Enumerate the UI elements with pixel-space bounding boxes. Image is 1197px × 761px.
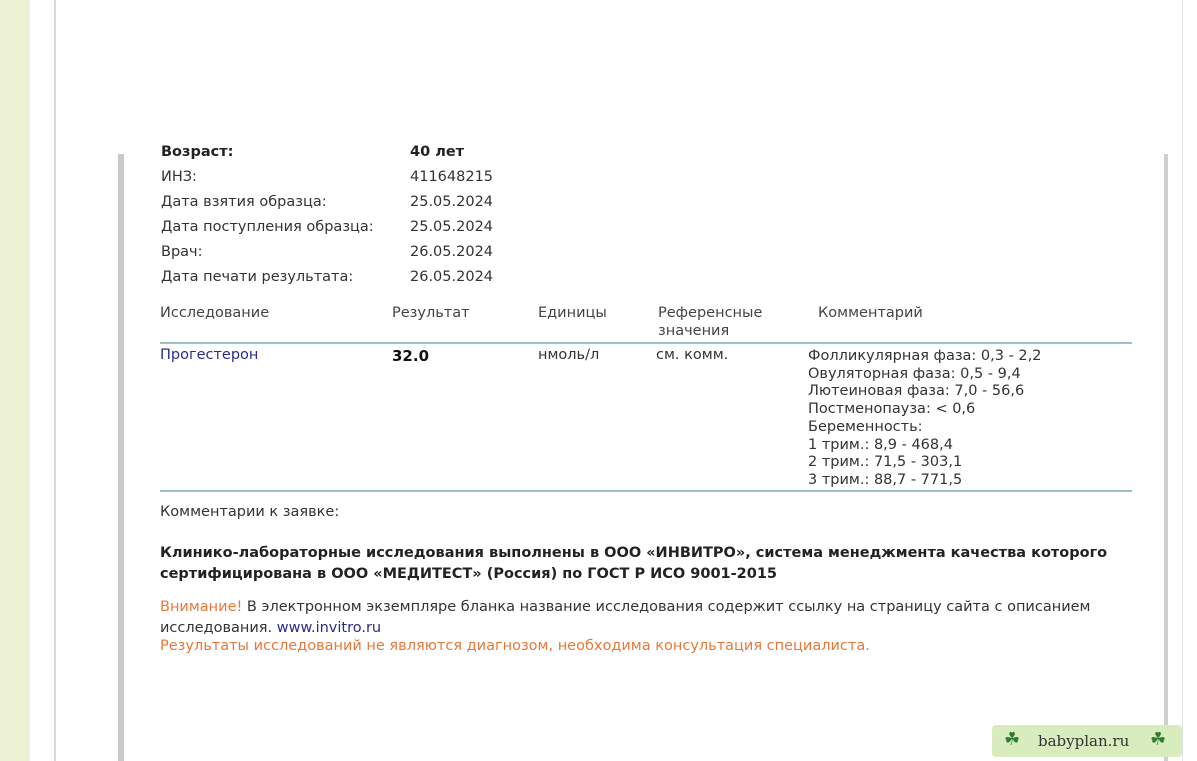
clover-icon: ☘ <box>1150 729 1167 750</box>
certification-line: сертифицирована в ООО «МЕДИТЕСТ» (Россия) по ГОСТ Р ИСО 9001-2015 <box>160 566 778 582</box>
watermark-site: babyplan.ru <box>1038 732 1130 750</box>
header-result: Результат <box>392 305 470 321</box>
disclaimer-text: Результаты исследований не являются диагнозом, необходима консультация специалиста. <box>160 638 870 654</box>
comment-line: Беременность: <box>808 418 923 435</box>
meta-value: 411648215 <box>410 169 494 185</box>
invitro-link[interactable]: www.invitro.ru <box>276 620 382 636</box>
reference-values: см. комм. <box>656 347 729 363</box>
meta-label: Дата печати результата: <box>161 269 354 285</box>
comment-line: 3 трим.: 88,7 - 771,5 <box>808 471 963 488</box>
request-comments-label: Комментарии к заявке: <box>160 504 340 520</box>
certification-statement <box>160 543 1110 585</box>
meta-value: 40 лет <box>410 144 465 160</box>
meta-value: 26.05.2024 <box>410 244 494 260</box>
page-side-strip <box>0 0 30 761</box>
header-comment: Комментарий <box>818 305 923 321</box>
meta-label: Врач: <box>161 244 203 260</box>
meta-label: Дата взятия образца: <box>161 194 327 210</box>
meta-label: Возраст: <box>161 144 234 160</box>
meta-value: 25.05.2024 <box>410 194 494 210</box>
comment-line: 2 трим.: 71,5 - 303,1 <box>808 454 963 471</box>
notice-body: В электронном экземпляре бланка название исследования содержит ссылку на страницу сайта с описанием <box>242 599 1091 615</box>
header-reference <box>658 304 762 340</box>
comment-line: Овуляторная фаза: 0,5 - 9,4 <box>808 365 1021 382</box>
header-test: Исследование <box>160 305 270 321</box>
notice-body-2: исследования. <box>160 620 277 636</box>
content-right-border <box>1182 0 1183 761</box>
comment-line: 1 трим.: 8,9 - 468,4 <box>808 436 953 453</box>
babyplan-watermark-badge[interactable] <box>992 725 1182 757</box>
comment-line: Постменопауза: < 0,6 <box>808 401 976 418</box>
meta-value: 25.05.2024 <box>410 219 494 235</box>
result-value: 32.0 <box>392 347 430 365</box>
comment-line: Фолликулярная фаза: 0,3 - 2,2 <box>808 348 1042 364</box>
header-reference-line1: Референсные <box>658 305 763 321</box>
certification-line: Клинико-лабораторные исследования выполнены в ООО «ИНВИТРО», система менеджмента качества которого <box>160 545 1108 561</box>
notice-label: Внимание! <box>160 599 243 615</box>
table-bottom-rule <box>160 490 1132 492</box>
meta-label: Дата поступления образца: <box>161 219 374 235</box>
meta-value: 26.05.2024 <box>410 269 494 285</box>
lab-result-document <box>118 144 1168 761</box>
reference-comment-list <box>808 348 1042 490</box>
comment-line: Лютеиновая фаза: 7,0 - 56,6 <box>808 383 1025 400</box>
notice-text <box>160 597 1160 639</box>
test-name-link[interactable]: Прогестерон <box>160 347 259 363</box>
header-units: Единицы <box>538 305 607 321</box>
content-left-border <box>54 0 56 761</box>
notice-line <box>160 597 1160 618</box>
result-units: нмоль/л <box>538 347 600 363</box>
clover-icon: ☘ <box>1004 729 1021 750</box>
notice-line <box>160 618 1160 639</box>
header-reference-line2: значения <box>658 323 730 339</box>
meta-label: ИНЗ: <box>161 169 197 185</box>
table-header-rule <box>160 342 1132 344</box>
